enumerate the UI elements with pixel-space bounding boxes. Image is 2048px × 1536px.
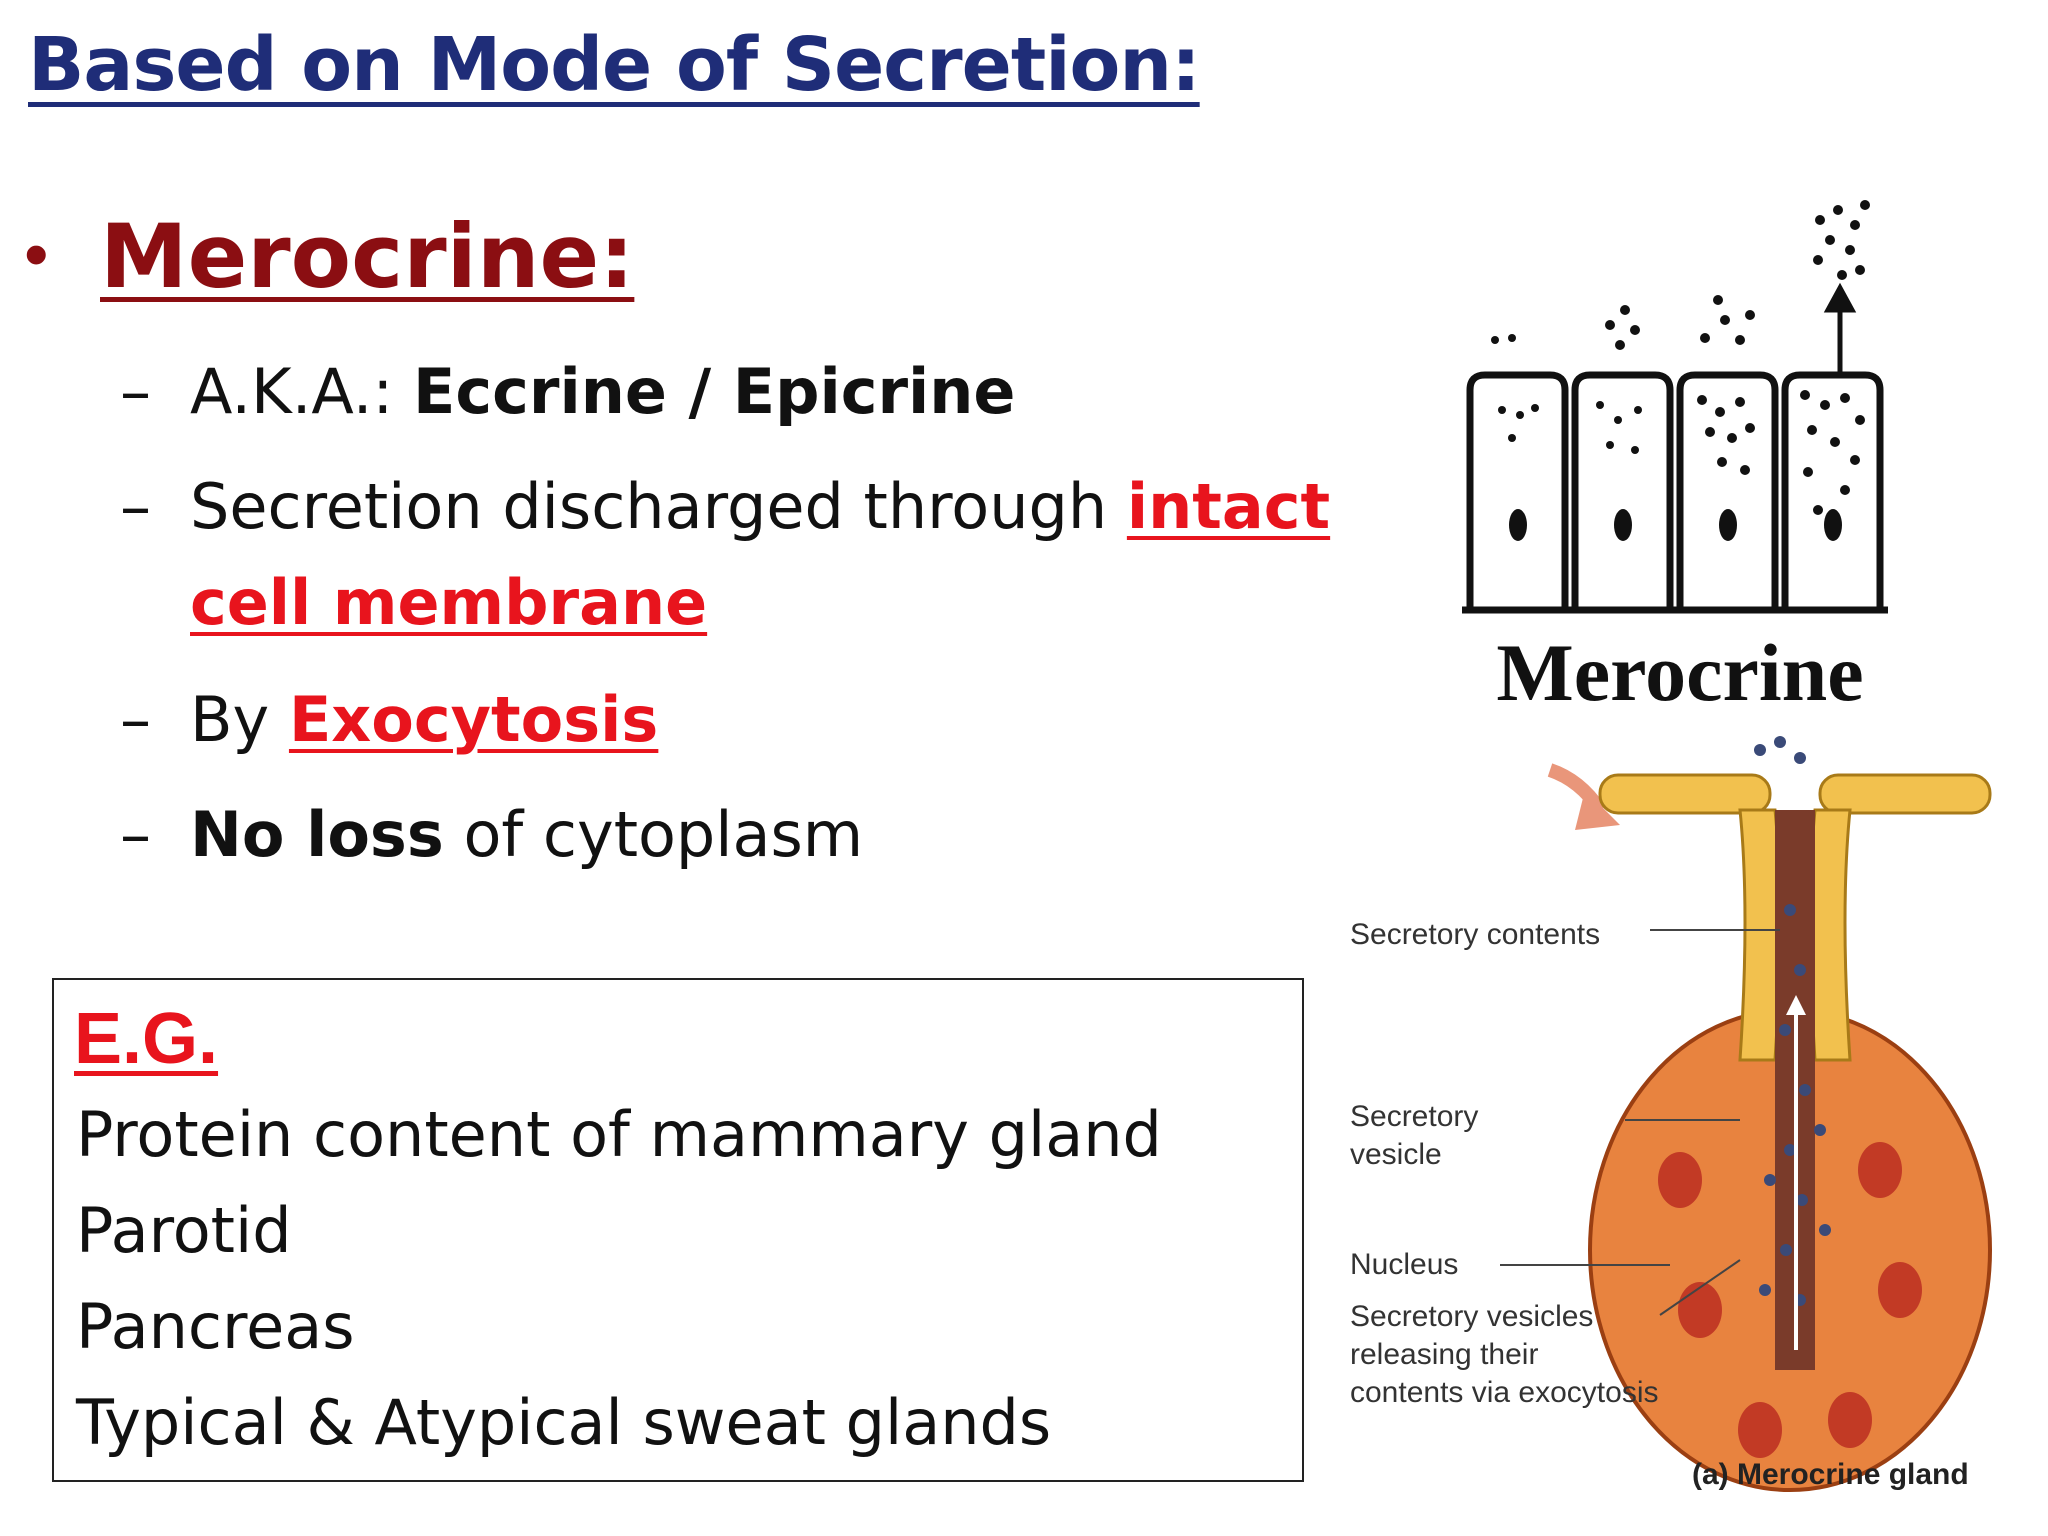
- label-secretory-contents: Secretory contents: [1350, 918, 1601, 951]
- secretion-highlight-1: intact: [1126, 470, 1331, 543]
- example-item: Parotid: [76, 1194, 292, 1267]
- dash: –: [120, 798, 151, 871]
- merocrine-cells-drawing: [1440, 180, 1920, 720]
- examples-label: E.G.: [74, 999, 219, 1079]
- example-item: Protein content of mammary gland: [76, 1098, 1162, 1171]
- bullet-dot: •: [24, 215, 49, 293]
- label-releasing-3: contents via exocytosis: [1350, 1376, 1659, 1409]
- slide-title: Based on Mode of Secretion:: [28, 22, 1200, 108]
- secretion-point-continued: [190, 566, 707, 639]
- example-item: Pancreas: [76, 1290, 355, 1363]
- no-loss-bold: No loss: [190, 798, 444, 871]
- examples-box: [52, 978, 1304, 1482]
- no-loss-rest: of cytoplasm: [443, 798, 864, 871]
- label-releasing-2: releasing their: [1350, 1338, 1539, 1371]
- secretion-point: [120, 470, 1330, 543]
- merocrine-cells-figure: [1440, 180, 1920, 720]
- secretion-prefix: Secretion discharged through: [190, 470, 1127, 543]
- dash: –: [120, 683, 151, 756]
- dash: –: [120, 355, 151, 428]
- by-value: Exocytosis: [288, 683, 659, 756]
- aka-prefix: A.K.A.:: [190, 355, 414, 428]
- label-nucleus: Nucleus: [1350, 1248, 1459, 1281]
- gland-caption: (a) Merocrine gland: [1692, 1458, 1969, 1491]
- dash: –: [120, 470, 151, 543]
- secretion-highlight-2: cell membrane: [190, 566, 708, 639]
- no-loss-point: [120, 798, 863, 871]
- merocrine-figure-label: Merocrine: [1496, 627, 1864, 718]
- aka-point: [120, 355, 1015, 428]
- merocrine-heading: Merocrine:: [100, 205, 635, 308]
- merocrine-gland-figure: [1320, 730, 2020, 1520]
- label-secretory-vesicle-1: Secretory: [1350, 1100, 1479, 1133]
- example-item: Typical & Atypical sweat glands: [76, 1386, 1052, 1459]
- label-releasing-1: Secretory vesicles: [1350, 1300, 1594, 1333]
- by-point: [120, 683, 658, 756]
- label-secretory-vesicle-2: vesicle: [1350, 1138, 1442, 1171]
- aka-value: Eccrine / Epicrine: [413, 355, 1016, 428]
- by-prefix: By: [190, 683, 289, 756]
